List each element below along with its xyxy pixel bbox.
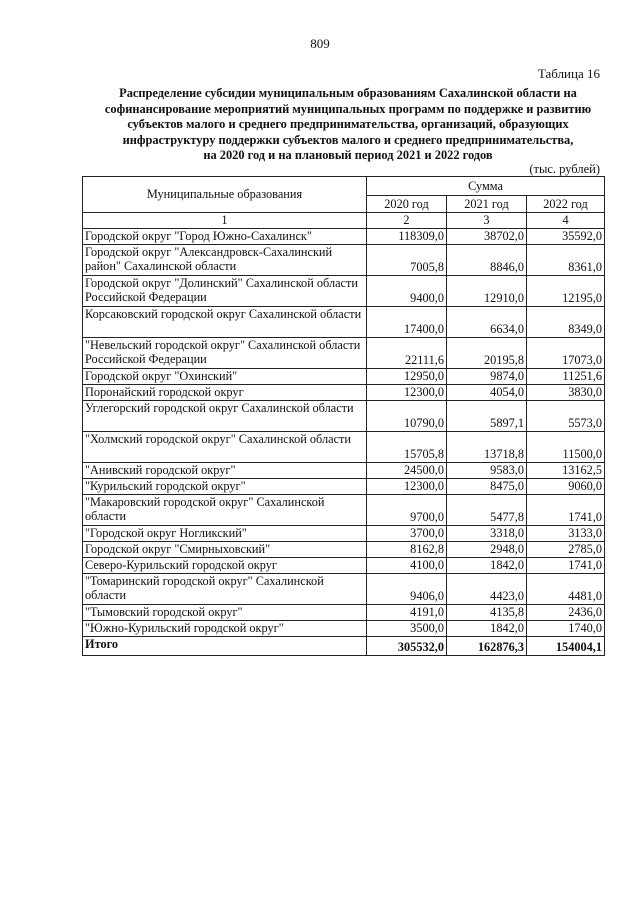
value-2020: 4100,0 [367, 557, 447, 573]
municipality-name: "Невельский городской округ" Сахалинской области Российской Федерации [83, 337, 367, 368]
municipality-name: Углегорский городской округ Сахалинской области [83, 400, 367, 431]
table-row [83, 525, 605, 541]
total-label: Итого [83, 636, 367, 655]
municipality-name: Поронайский городской округ [83, 384, 367, 400]
table-row [83, 573, 605, 604]
title-line: софинансирование мероприятий муниципальных программ по поддержке и развитию [104, 101, 592, 116]
municipality-name: "Южно-Курильский городской округ" [83, 620, 367, 636]
municipality-name: "Анивский городской округ" [83, 462, 367, 478]
value-2020: 9400,0 [367, 275, 447, 306]
value-2021: 1842,0 [447, 620, 527, 636]
header-year-2021: 2021 год [447, 196, 527, 213]
value-2021: 4135,8 [447, 604, 527, 620]
value-2021: 2948,0 [447, 541, 527, 557]
value-2021: 20195,8 [447, 337, 527, 368]
value-2022: 12195,0 [527, 275, 605, 306]
value-2020: 22111,6 [367, 337, 447, 368]
municipality-name: Корсаковский городской округ Сахалинской области [83, 306, 367, 337]
value-2022: 17073,0 [527, 337, 605, 368]
value-2021: 5477,8 [447, 494, 527, 525]
value-2020: 12950,0 [367, 368, 447, 384]
table-row [83, 494, 605, 525]
value-2022: 5573,0 [527, 400, 605, 431]
table-row [83, 400, 605, 431]
column-index: 3 [447, 213, 527, 229]
value-2022: 1741,0 [527, 494, 605, 525]
value-2021: 5897,1 [447, 400, 527, 431]
value-2021: 8846,0 [447, 244, 527, 275]
municipality-name: "Макаровский городской округ" Сахалинской области [83, 494, 367, 525]
municipality-name: Городской округ "Александровск-Сахалинский район" Сахалинской области [83, 244, 367, 275]
total-2021: 162876,3 [447, 636, 527, 655]
value-2022: 3133,0 [527, 525, 605, 541]
table-row [83, 604, 605, 620]
header-year-2022: 2022 год [527, 196, 605, 213]
value-2020: 17400,0 [367, 306, 447, 337]
value-2020: 12300,0 [367, 478, 447, 494]
total-2022: 154004,1 [527, 636, 605, 655]
title-line: инфраструктуру поддержки субъектов малого и среднего предпринимательства, [122, 132, 574, 147]
municipality-name: Северо-Курильский городской округ [83, 557, 367, 573]
table-row [83, 541, 605, 557]
value-2021: 6634,0 [447, 306, 527, 337]
value-2021: 13718,8 [447, 431, 527, 462]
value-2021: 8475,0 [447, 478, 527, 494]
value-2021: 4423,0 [447, 573, 527, 604]
subsidy-table [82, 176, 605, 656]
value-2021: 3318,0 [447, 525, 527, 541]
column-index: 2 [367, 213, 447, 229]
value-2020: 8162,8 [367, 541, 447, 557]
unit-note: (тыс. рублей) [529, 162, 600, 176]
value-2020: 4191,0 [367, 604, 447, 620]
table-row [83, 384, 605, 400]
value-2022: 3830,0 [527, 384, 605, 400]
municipality-name: "Курильский городской округ" [83, 478, 367, 494]
title-line: на 2020 год и на плановый период 2021 и 2022 годов [203, 148, 493, 163]
table-body [83, 228, 605, 655]
table-row [83, 478, 605, 494]
value-2022: 2785,0 [527, 541, 605, 557]
value-2022: 1741,0 [527, 557, 605, 573]
value-2022: 8349,0 [527, 306, 605, 337]
column-index: 4 [527, 213, 605, 229]
table-label: Таблица 16 [537, 66, 600, 81]
table-row [83, 557, 605, 573]
value-2020: 15705,8 [367, 431, 447, 462]
value-2021: 1842,0 [447, 557, 527, 573]
title-line: субъектов малого и среднего предпринимательства, организаций, образующих [127, 117, 569, 132]
total-2020: 305532,0 [367, 636, 447, 655]
value-2020: 24500,0 [367, 462, 447, 478]
value-2022: 11251,6 [527, 368, 605, 384]
value-2020: 7005,8 [367, 244, 447, 275]
value-2022: 8361,0 [527, 244, 605, 275]
table-row [83, 244, 605, 275]
value-2022: 2436,0 [527, 604, 605, 620]
value-2022: 13162,5 [527, 462, 605, 478]
value-2022: 11500,0 [527, 431, 605, 462]
municipality-name: "Городской округ Ногликский" [83, 525, 367, 541]
value-2020: 12300,0 [367, 384, 447, 400]
table-row [83, 228, 605, 244]
table-row [83, 368, 605, 384]
value-2022: 9060,0 [527, 478, 605, 494]
value-2020: 3500,0 [367, 620, 447, 636]
value-2021: 9874,0 [447, 368, 527, 384]
page-number: 809 [310, 36, 330, 51]
municipality-name: "Томаринский городской округ" Сахалинской области [83, 573, 367, 604]
table-row [83, 620, 605, 636]
document-title [78, 86, 618, 164]
value-2022: 35592,0 [527, 228, 605, 244]
value-2022: 4481,0 [527, 573, 605, 604]
table-row [83, 337, 605, 368]
municipality-name: Городской округ "Город Южно-Сахалинск" [83, 228, 367, 244]
value-2020: 118309,0 [367, 228, 447, 244]
value-2021: 9583,0 [447, 462, 527, 478]
value-2020: 10790,0 [367, 400, 447, 431]
table-row [83, 306, 605, 337]
value-2021: 12910,0 [447, 275, 527, 306]
title-line: Распределение субсидии муниципальным образованиям Сахалинской области на [119, 86, 577, 100]
table-row [83, 431, 605, 462]
value-2021: 38702,0 [447, 228, 527, 244]
column-index: 1 [83, 213, 367, 229]
value-2022: 1740,0 [527, 620, 605, 636]
value-2020: 3700,0 [367, 525, 447, 541]
municipality-name: "Холмский городской округ" Сахалинской области [83, 431, 367, 462]
municipality-name: Городской округ "Смирныховский" [83, 541, 367, 557]
municipality-name: Городской округ "Охинский" [83, 368, 367, 384]
municipality-name: Городской округ "Долинский" Сахалинской области Российской Федерации [83, 275, 367, 306]
header-sum: Сумма [367, 177, 605, 196]
value-2021: 4054,0 [447, 384, 527, 400]
header-year-2020: 2020 год [367, 196, 447, 213]
header-municipal: Муниципальные образования [83, 177, 367, 213]
municipality-name: "Тымовский городской округ" [83, 604, 367, 620]
value-2020: 9406,0 [367, 573, 447, 604]
total-row [83, 636, 605, 655]
value-2020: 9700,0 [367, 494, 447, 525]
table-row [83, 275, 605, 306]
table-row [83, 462, 605, 478]
